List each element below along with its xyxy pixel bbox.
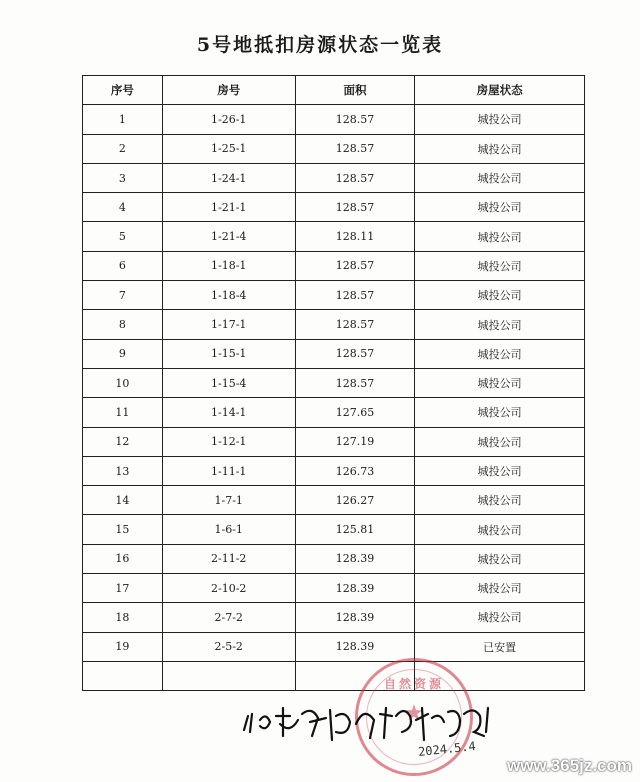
table-body xyxy=(83,105,585,691)
cell-status: 城投公司 xyxy=(415,222,585,251)
cell-status: 已安置 xyxy=(415,632,585,661)
cell-room-number: 1-17-1 xyxy=(162,310,295,339)
cell-index: 8 xyxy=(83,310,163,339)
cell-room-number: 1-14-1 xyxy=(162,398,295,427)
cell-status: 城投公司 xyxy=(415,427,585,456)
cell-room-number: 2-7-2 xyxy=(162,603,295,632)
page-title: 5号地抵扣房源状态一览表 xyxy=(196,34,444,56)
cell-index: 14 xyxy=(83,486,163,515)
cell-index: 6 xyxy=(83,251,163,280)
cell-status: 城投公司 xyxy=(415,544,585,573)
cell-room-number: 1-15-4 xyxy=(162,368,295,397)
signature-date: 2024.5.4 xyxy=(417,739,477,759)
cell-room-number: 1-12-1 xyxy=(162,427,295,456)
cell-area: 127.19 xyxy=(295,427,415,456)
table-row xyxy=(83,486,585,515)
cell-area: 128.57 xyxy=(295,310,415,339)
cell-status: 城投公司 xyxy=(415,134,585,163)
table-row xyxy=(83,163,585,192)
cell-status: 城投公司 xyxy=(415,515,585,544)
table-row xyxy=(83,456,585,485)
cell-room-number: 1-24-1 xyxy=(162,163,295,192)
cell-status: 城投公司 xyxy=(415,368,585,397)
cell-index: 19 xyxy=(83,632,163,661)
header-status: 房屋状态 xyxy=(415,76,585,105)
cell-index: 12 xyxy=(83,427,163,456)
cell-area: 128.57 xyxy=(295,339,415,368)
cell-room-number: 1-11-1 xyxy=(162,456,295,485)
table-row xyxy=(83,281,585,310)
seal-text: 自然资源 xyxy=(383,677,444,691)
cell-status: 城投公司 xyxy=(415,456,585,485)
cell-room-number: 1-26-1 xyxy=(162,105,295,134)
table-row xyxy=(83,603,585,632)
cell-room-number: 1-18-4 xyxy=(162,281,295,310)
cell-index: 5 xyxy=(83,222,163,251)
table-row xyxy=(83,310,585,339)
table-row xyxy=(83,105,585,134)
table-row xyxy=(83,134,585,163)
cell-status: 城投公司 xyxy=(415,486,585,515)
table-row xyxy=(83,515,585,544)
cell-room-number: 2-10-2 xyxy=(162,574,295,603)
table-row xyxy=(83,574,585,603)
cell-area: 128.11 xyxy=(295,222,415,251)
table-row xyxy=(83,544,585,573)
cell-index: 11 xyxy=(83,398,163,427)
cell-status: 城投公司 xyxy=(415,193,585,222)
cell-status: 城投公司 xyxy=(415,281,585,310)
cell-index xyxy=(83,661,163,690)
cell-index: 1 xyxy=(83,105,163,134)
cell-index: 16 xyxy=(83,544,163,573)
cell-status: 城投公司 xyxy=(415,105,585,134)
header-area: 面积 xyxy=(295,76,415,105)
table-row xyxy=(83,222,585,251)
cell-room-number: 1-7-1 xyxy=(162,486,295,515)
cell-index: 4 xyxy=(83,193,163,222)
seal-star-icon: ★ xyxy=(404,701,424,726)
cell-index: 18 xyxy=(83,603,163,632)
cell-area: 126.27 xyxy=(295,486,415,515)
cell-area: 128.39 xyxy=(295,632,415,661)
cell-status: 城投公司 xyxy=(415,574,585,603)
cell-index: 9 xyxy=(83,339,163,368)
table-header-row xyxy=(83,76,585,105)
cell-room-number: 1-21-4 xyxy=(162,222,295,251)
site-watermark: www.365jz.com xyxy=(506,756,632,775)
table-row xyxy=(83,632,585,661)
table-row xyxy=(83,368,585,397)
cell-index: 3 xyxy=(83,163,163,192)
table-row xyxy=(83,427,585,456)
cell-area: 128.57 xyxy=(295,281,415,310)
table-row xyxy=(83,398,585,427)
cell-room-number: 1-18-1 xyxy=(162,251,295,280)
cell-index: 15 xyxy=(83,515,163,544)
table-row xyxy=(83,661,585,690)
cell-status: 城投公司 xyxy=(415,163,585,192)
housing-status-table xyxy=(82,75,585,691)
cell-room-number: 1-6-1 xyxy=(162,515,295,544)
header-room-number: 房号 xyxy=(162,76,295,105)
cell-area: 128.39 xyxy=(295,603,415,632)
cell-index: 2 xyxy=(83,134,163,163)
header-index: 序号 xyxy=(83,76,163,105)
cell-status: 城投公司 xyxy=(415,339,585,368)
cell-area: 128.57 xyxy=(295,251,415,280)
cell-index: 7 xyxy=(83,281,163,310)
cell-area: 128.57 xyxy=(295,193,415,222)
cell-area: 128.57 xyxy=(295,368,415,397)
cell-area: 126.73 xyxy=(295,456,415,485)
table-row xyxy=(83,193,585,222)
cell-room-number: 1-15-1 xyxy=(162,339,295,368)
cell-status: 城投公司 xyxy=(415,251,585,280)
cell-room-number: 2-11-2 xyxy=(162,544,295,573)
cell-index: 17 xyxy=(83,574,163,603)
cell-room-number: 1-21-1 xyxy=(162,193,295,222)
table-row xyxy=(83,251,585,280)
cell-room-number: 2-5-2 xyxy=(162,632,295,661)
cell-status: 城投公司 xyxy=(415,603,585,632)
cell-area: 128.57 xyxy=(295,105,415,134)
cell-room-number xyxy=(162,661,295,690)
cell-area: 127.65 xyxy=(295,398,415,427)
cell-area: 128.39 xyxy=(295,574,415,603)
cell-room-number: 1-25-1 xyxy=(162,134,295,163)
table-row xyxy=(83,339,585,368)
cell-status: 城投公司 xyxy=(415,398,585,427)
cell-area: 125.81 xyxy=(295,515,415,544)
cell-area: 128.57 xyxy=(295,163,415,192)
cell-status: 城投公司 xyxy=(415,310,585,339)
cell-index: 13 xyxy=(83,456,163,485)
cell-area: 128.39 xyxy=(295,544,415,573)
cell-area: 128.57 xyxy=(295,134,415,163)
cell-index: 10 xyxy=(83,368,163,397)
